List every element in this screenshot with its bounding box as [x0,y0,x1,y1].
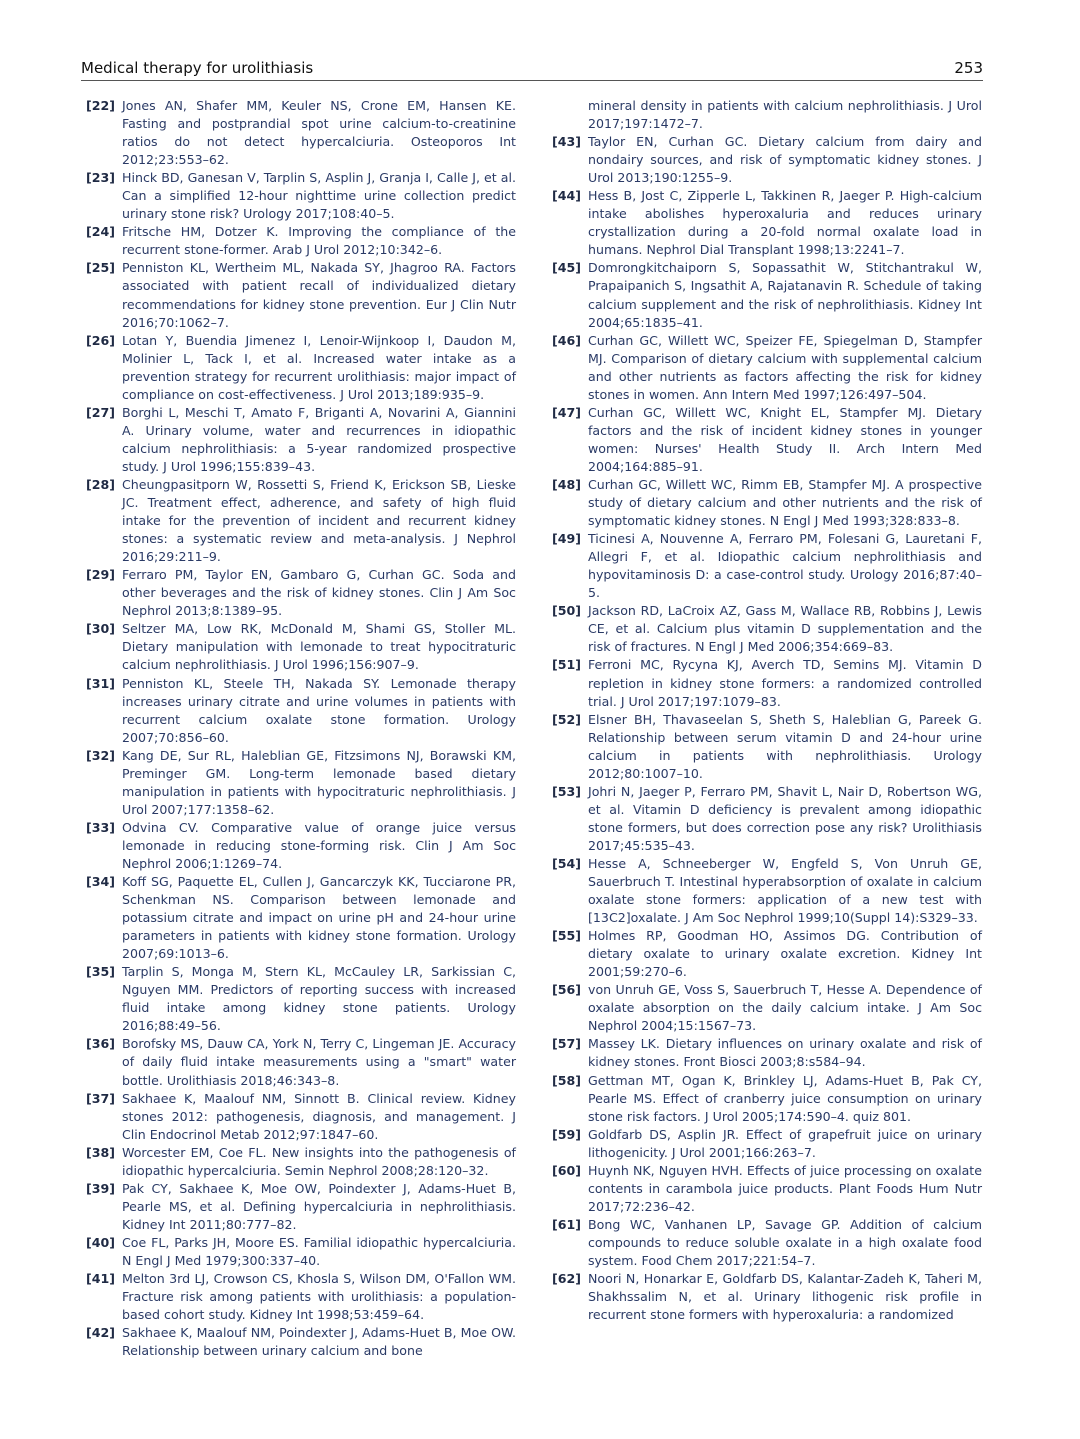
reference-item [552,187,982,259]
reference-text: Penniston KL, Steele TH, Nakada SY. Lemonade therapy increases urinary citrate and urine volumes in patients with recurrent calcium oxalate stone formation. Urology 2007;70:856–60. [122,675,516,745]
reference-number: [61] [552,1216,582,1232]
reference-column-right [552,97,982,1324]
reference-number: [39] [86,1180,116,1196]
reference-number: [59] [552,1126,582,1142]
reference-item [552,1072,982,1126]
reference-number: [24] [86,224,116,240]
reference-text: Curhan GC, Willett WC, Speizer FE, Spiegelman D, Stampfer MJ. Comparison of dietary calcium with supplemental calcium and other nutrients as factors affecting the risk for kidney stones in women. Ann Intern Med 1997;126:497–504. [588,332,982,402]
running-title: Medical therapy for urolithiasis [81,59,314,77]
reference-item [86,169,516,223]
reference-column-left [86,97,516,1360]
reference-text: Huynh NK, Nguyen HVH. Effects of juice processing on oxalate contents in carambola juice products. Plant Foods Hum Nutr 2017;72:236–42. [588,1162,982,1214]
reference-number: [58] [552,1072,582,1088]
reference-item [552,855,982,927]
reference-text: Ferroni MC, Rycyna KJ, Averch TD, Semins MJ. Vitamin D repletion in kidney stone formers: a randomized controlled trial. J Urol 2017;197:1079–83. [588,657,982,709]
reference-text: mineral density in patients with calcium nephrolithiasis. J Urol 2017;197:1472–7. [588,98,982,132]
reference-text: Jackson RD, LaCroix AZ, Gass M, Wallace RB, Robbins J, Lewis CE, et al. Calcium plus vitamin D supplementation and the risk of fractures. N Engl J Med 2006;354:669–83. [588,603,982,655]
reference-item [86,1180,516,1234]
reference-item [552,656,982,710]
reference-item [552,1162,982,1216]
reference-text: Hesse A, Schneeberger W, Engfeld S, Von Unruh GE, Sauerbruch T. Intestinal hyperabsorption of oxalate in calcium oxalate stone formers: application of a new test with [13C2]oxalate. J Am Soc Nephrol 1999;10(Suppl 14):S329–33. [588,855,982,926]
reference-text: Fritsche HM, Dotzer K. Improving the compliance of the recurrent stone-former. Arab J Urol 2012;10:342–6. [122,224,516,258]
reference-item [552,602,982,656]
reference-item [552,1270,982,1324]
reference-text: Cheungpasitporn W, Rossetti S, Friend K, Erickson SB, Lieske JC. Treatment effect, adherence, and safety of high fluid intake for the prevention of incident and recurrent kidney stones: a systematic review and meta-analysis. J Nephrol 2016;29:211–9. [122,476,516,565]
reference-number: [36] [86,1036,116,1052]
reference-text: Koff SG, Paquette EL, Cullen J, Gancarczyk KK, Tucciarone PR, Schenkman NS. Comparison between lemonade and potassium citrate and impact on urine pH and 24-hour urine parameters in patients with kidney stone formation. Urology 2007;69:1013–6. [122,874,516,962]
reference-item [552,981,982,1035]
reference-number: [56] [552,982,582,998]
reference-item [86,675,516,747]
reference-item [86,963,516,1035]
reference-number: [47] [552,404,582,420]
reference-text: Ticinesi A, Nouvenne A, Ferraro PM, Folesani G, Lauretani F, Allegri F, et al. Idiopathic calcium nephrolithiasis and hypovitaminosis D: a case-control study. Urology 2016;87:40–5. [588,531,982,601]
reference-text: Penniston KL, Wertheim ML, Nakada SY, Jhagroo RA. Factors associated with patient recall of individualized dietary recommendations for kidney stone prevention. Eur J Clin Nutr 2016;70:1062–7. [122,260,516,330]
reference-number: [48] [552,476,582,492]
reference-number: [28] [86,476,116,492]
reference-number: [37] [86,1090,116,1106]
reference-text: Tarplin S, Monga M, Stern KL, McCauley LR, Sarkissian C, Nguyen MM. Predictors of reporting success with increased fluid intake among kidney stone patients. Urology 2016;88:49–56. [122,964,516,1034]
reference-text: Massey LK. Dietary influences on urinary oxalate and risk of kidney stones. Front Biosci 2003;8:s584–94. [588,1036,982,1070]
reference-item [86,1324,516,1360]
reference-item [552,783,982,855]
reference-number: [49] [552,531,582,547]
reference-item [86,1035,516,1089]
running-header [81,58,983,81]
reference-item [552,332,982,404]
reference-text: Elsner BH, Thavaseelan S, Sheth S, Haleblian G, Pareek G. Relationship between serum vitamin D and 24-hour urine calcium in patients with nephrolithiasis. Urology 2012;80:1007–10. [588,711,982,781]
reference-text: Seltzer MA, Low RK, McDonald M, Shami GS, Stoller ML. Dietary manipulation with lemonade to treat hypocitraturic calcium nephrolithiasis. J Urol 1996;156:907–9. [122,621,516,673]
reference-text: Borofsky MS, Dauw CA, York N, Terry C, Lingeman JE. Accuracy of daily fluid intake measurements using a "smart" water bottle. Urolithiasis 2018;46:343–8. [122,1036,516,1088]
reference-number: [25] [86,260,116,276]
reference-item [552,476,982,530]
reference-number: [44] [552,188,582,204]
reference-item [86,873,516,963]
reference-item [86,1270,516,1324]
reference-number: [50] [552,603,582,619]
reference-number: [23] [86,170,116,186]
reference-text: Hinck BD, Ganesan V, Tarplin S, Asplin J, Granja I, Calle J, et al. Can a simplified 12-hour nighttime urine collection predict urinary stone risk? Urology 2017;108:40–5. [122,170,516,222]
reference-text: Noori N, Honarkar E, Goldfarb DS, Kalantar-Zadeh K, Taheri M, Shakhssalim N, et al. Urinary lithogenic risk profile in recurrent stone formers with hyperoxaluria: a randomized [588,1271,982,1323]
reference-text: Sakhaee K, Maalouf NM, Sinnott B. Clinical review. Kidney stones 2012: pathogenesis, diagnosis, and management. J Clin Endocrinol Metab 2012;97:1847–60. [122,1090,516,1142]
reference-number: [62] [552,1271,582,1287]
reference-number: [31] [86,675,116,691]
reference-item [552,711,982,783]
reference-item [86,747,516,819]
reference-item [86,566,516,620]
reference-text: Domrongkitchaiporn S, Sopassathit W, Stitchantrakul W, Prapaipanich S, Ingsathit A, Rajatanavin R. Schedule of taking calcium supplement and the risk of nephrolithiasis. Kidney Int 2004;65:1835–41. [588,260,982,330]
reference-number: [33] [86,819,116,835]
reference-item [552,404,982,476]
reference-number: [51] [552,657,582,673]
reference-number: [40] [86,1234,116,1250]
reference-number: [43] [552,134,582,150]
reference-item [86,1234,516,1270]
reference-item [552,1035,982,1071]
reference-text: Melton 3rd LJ, Crowson CS, Khosla S, Wilson DM, O'Fallon WM. Fracture risk among patients with urolithiasis: a population-based cohort study. Kidney Int 1998;53:459–64. [122,1271,516,1323]
reference-text: Gettman MT, Ogan K, Brinkley LJ, Adams-Huet B, Pak CY, Pearle MS. Effect of cranberry juice consumption on urinary stone risk factors. J Urol 2005;174:590–4. quiz 801. [588,1072,982,1124]
reference-number: [53] [552,783,582,799]
reference-number: [60] [552,1162,582,1178]
reference-text: Sakhaee K, Maalouf NM, Poindexter J, Adams-Huet B, Moe OW. Relationship between urinary calcium and bone [122,1325,516,1359]
reference-item [86,1090,516,1144]
reference-item [86,259,516,331]
reference-text: Odvina CV. Comparative value of orange juice versus lemonade in reducing stone-forming risk. Clin J Am Soc Nephrol 2006;1:1269–74. [122,819,516,871]
reference-item [86,404,516,476]
reference-item [86,476,516,566]
reference-item [86,332,516,404]
reference-item [86,223,516,259]
reference-number: [26] [86,332,116,348]
reference-text: Bong WC, Vanhanen LP, Savage GP. Addition of calcium compounds to reduce soluble oxalate in a high oxalate food system. Food Chem 2017;221:54–7. [588,1216,982,1268]
reference-text: Pak CY, Sakhaee K, Moe OW, Poindexter J, Adams-Huet B, Pearle MS, et al. Defining hypercalciuria in nephrolithiasis. Kidney Int 2011;80:777–82. [122,1180,516,1232]
reference-number: [52] [552,711,582,727]
reference-text: Curhan GC, Willett WC, Rimm EB, Stampfer MJ. A prospective study of dietary calcium and other nutrients and the risk of symptomatic kidney stones. N Engl J Med 1993;328:833–8. [588,476,982,529]
reference-number: [29] [86,567,116,583]
reference-text: Johri N, Jaeger P, Ferraro PM, Shavit L, Nair D, Robertson WG, et al. Vitamin D deficiency is prevalent among idiopathic stone formers, but does correction pose any risk? Urolithiasis 2017;45:535–43. [588,783,982,853]
reference-text: Kang DE, Sur RL, Haleblian GE, Fitzsimons NJ, Borawski KM, Preminger GM. Long-term lemonade based dietary manipulation in patients with hypocitraturic nephrolithiasis. J Urol 2007;177:1358–62. [122,747,516,817]
reference-number: [30] [86,621,116,637]
reference-number: [27] [86,404,116,420]
reference-number: [46] [552,332,582,348]
reference-item [552,1216,982,1270]
reference-text: von Unruh GE, Voss S, Sauerbruch T, Hesse A. Dependence of oxalate absorption on the daily calcium intake. J Am Soc Nephrol 2004;15:1567–73. [588,982,982,1034]
reference-continuation [552,97,982,133]
reference-number: [57] [552,1036,582,1052]
reference-number: [32] [86,747,116,763]
reference-item [86,819,516,873]
reference-text: Lotan Y, Buendia Jimenez I, Lenoir-Wijnkoop I, Daudon M, Molinier L, Tack I, et al. Increased water intake as a prevention strategy for recurrent urolithiasis: major impact of compliance on cost-effectiveness. J Urol 2013;189:935–9. [122,332,516,402]
reference-number: [41] [86,1271,116,1287]
reference-item [86,620,516,674]
reference-item [552,133,982,187]
reference-number: [45] [552,260,582,276]
reference-item [86,97,516,169]
reference-item [552,530,982,602]
reference-number: [38] [86,1144,116,1160]
reference-item [552,1126,982,1162]
reference-item [86,1144,516,1180]
reference-text: Borghi L, Meschi T, Amato F, Briganti A, Novarini A, Giannini A. Urinary volume, water and recurrences in idiopathic calcium nephrolithiasis: a 5-year randomized prospective study. J Urol 1996;155:839–43. [122,404,516,474]
reference-text: Curhan GC, Willett WC, Knight EL, Stampfer MJ. Dietary factors and the risk of incident kidney stones in younger women: Nurses' Health Study II. Arch Intern Med 2004;164:885–91. [588,404,982,474]
page-number: 253 [954,59,983,77]
reference-text: Jones AN, Shafer MM, Keuler NS, Crone EM, Hansen KE. Fasting and postprandial spot urine calcium-to-creatinine ratios do not detect hypercalciuria. Osteoporos Int 2012;23:553–62. [122,98,516,168]
reference-number: [35] [86,964,116,980]
reference-text: Taylor EN, Curhan GC. Dietary calcium from dairy and nondairy sources, and risk of symptomatic kidney stones. J Urol 2013;190:1255–9. [588,134,982,186]
reference-number: [42] [86,1325,116,1341]
reference-text: Hess B, Jost C, Zipperle L, Takkinen R, Jaeger P. High-calcium intake abolishes hyperoxaluria and reduces urinary crystallization during a 20-fold normal oxalate load in humans. Nephrol Dial Transplant 1998;13:2241–7. [588,188,982,258]
reference-number: [34] [86,874,116,890]
reference-item [552,927,982,981]
reference-text: Worcester EM, Coe FL. New insights into the pathogenesis of idiopathic hypercalciuria. Semin Nephrol 2008;28:120–32. [122,1144,516,1178]
reference-number: [54] [552,855,582,871]
reference-text: Holmes RP, Goodman HO, Assimos DG. Contribution of dietary oxalate to urinary oxalate excretion. Kidney Int 2001;59:270–6. [588,928,982,980]
reference-number: [22] [86,98,116,113]
reference-text: Goldfarb DS, Asplin JR. Effect of grapefruit juice on urinary lithogenicity. J Urol 2001;166:263–7. [588,1126,982,1160]
reference-item [552,259,982,331]
reference-text: Ferraro PM, Taylor EN, Gambaro G, Curhan GC. Soda and other beverages and the risk of kidney stones. Clin J Am Soc Nephrol 2013;8:1389–95. [122,567,516,619]
reference-text: Coe FL, Parks JH, Moore ES. Familial idiopathic hypercalciuria. N Engl J Med 1979;300:337–40. [122,1234,516,1268]
reference-number: [55] [552,928,582,944]
